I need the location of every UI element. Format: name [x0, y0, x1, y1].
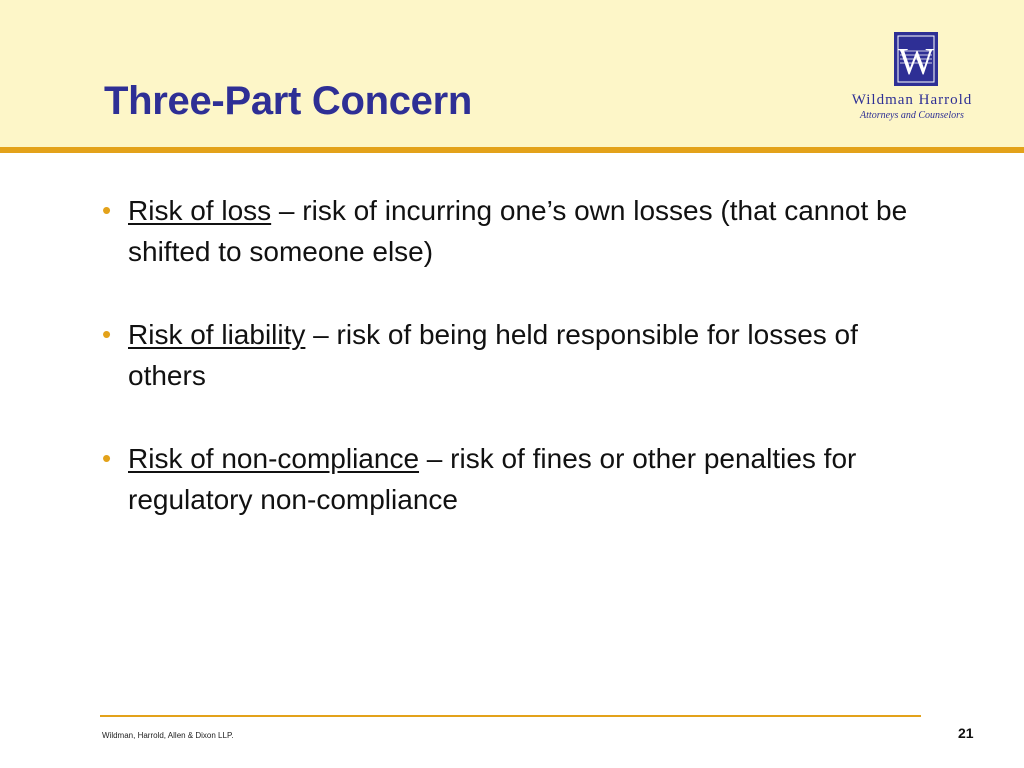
company-logo: [842, 32, 982, 124]
slide-title: Three-Part Concern: [104, 79, 473, 123]
bullet-item: [102, 190, 922, 272]
bullet-list: [102, 190, 922, 562]
bullet-item: [102, 314, 922, 396]
bullet-dot-icon: •: [102, 195, 112, 225]
bullet-definition: – risk of being held responsible for losses of others: [128, 319, 858, 391]
bullet-term: Risk of non-compliance: [128, 443, 420, 474]
footer-copyright: Wildman, Harrold, Allen & Dixon LLP.: [102, 731, 234, 740]
logo-letter: W: [898, 41, 934, 83]
bullet-term: Risk of liability: [128, 319, 306, 350]
bullet-dot-icon: •: [102, 319, 112, 349]
page-number: 21: [958, 725, 974, 741]
logo-mark-icon: [894, 32, 938, 86]
bullet-item: [102, 438, 922, 520]
logo-tagline: Attorneys and Counselors: [860, 110, 964, 121]
logo-name: Wildman Harrold: [851, 92, 973, 108]
bullet-dot-icon: •: [102, 443, 112, 473]
bullet-definition: – risk of incurring one’s own losses (that cannot be shifted to someone else): [128, 195, 908, 267]
bullet-term: Risk of loss: [128, 195, 272, 226]
footer-divider: [100, 715, 921, 717]
header-divider: [0, 147, 1024, 153]
bullet-definition: – risk of fines or other penalties for regulatory non-compliance: [128, 443, 857, 515]
